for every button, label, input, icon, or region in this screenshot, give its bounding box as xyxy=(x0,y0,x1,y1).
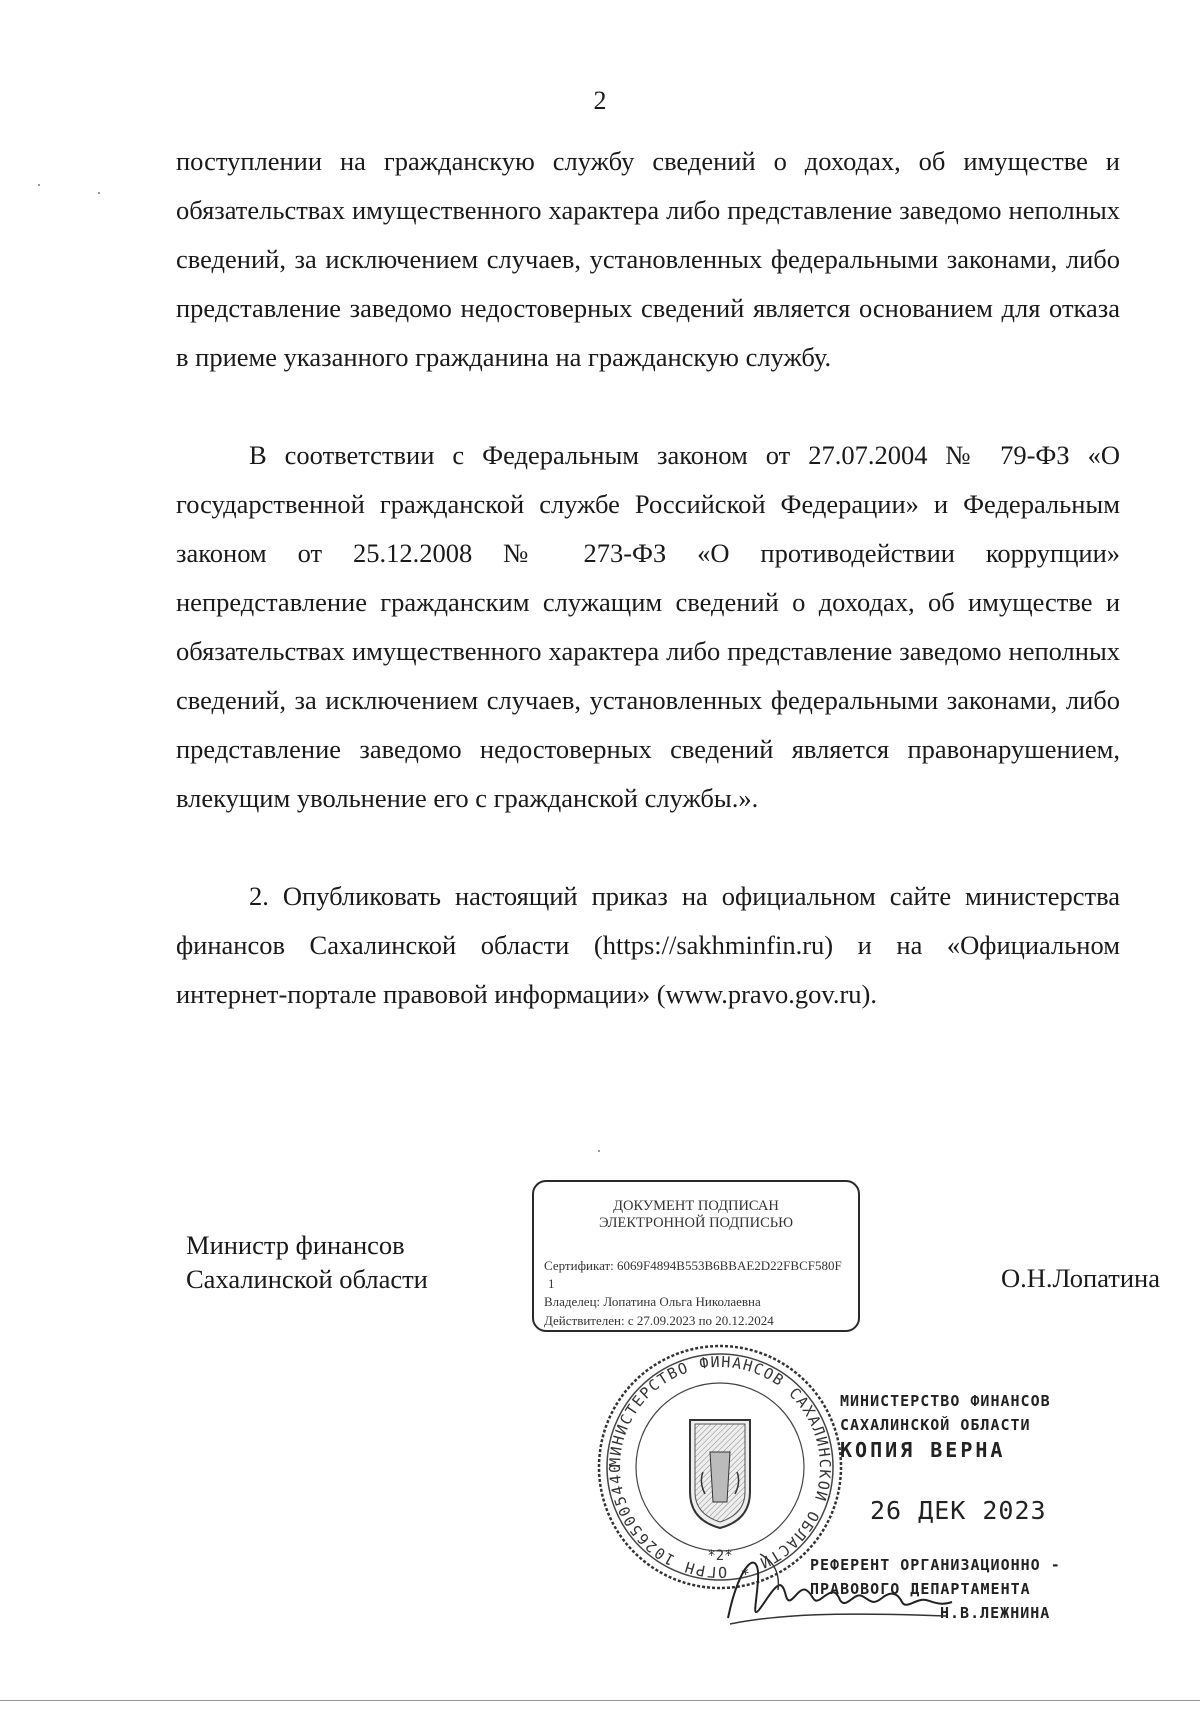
paragraph-federal-law: В соответствии с Федеральным законом от 27.07.2004 № 79-ФЗ «О государственной гражданской службе Российской Федерации» и Федеральным законом от 25.12.2008 № 273-ФЗ «О противодействии коррупции» непредставление гражданским служащим сведений о доходах, об имуществе и обязательствах имущественного характера либо представление заведомо неполных сведений, за исключением случаев, установленных федеральными законами, либо представление заведомо недостоверных сведений является правонарушением, влекущим увольнение его с гражданской службы.». xyxy=(176,440,1120,813)
signer-position-line1: Министр финансов xyxy=(186,1230,405,1260)
signer-position xyxy=(186,1228,428,1296)
copy-stamp-line7: Н.В.ЛЕЖНИНА xyxy=(940,1604,1051,1622)
signer-name: О.Н.Лопатина xyxy=(1000,1263,1160,1293)
copy-stamp-line5: РЕФЕРЕНТ ОРГАНИЗАЦИОННО - xyxy=(810,1556,1061,1574)
copy-stamp-line1: МИНИСТЕРСТВО ФИНАНСОВ xyxy=(840,1392,1051,1410)
seal-center-mark: *2* xyxy=(707,1548,733,1564)
scan-speck xyxy=(38,184,40,186)
esig-owner: Владелец: Лопатина Ольга Николаевна xyxy=(544,1294,761,1309)
bottom-rule xyxy=(0,1700,1200,1701)
scan-speck xyxy=(98,192,100,194)
esig-heading xyxy=(534,1198,858,1232)
copy-stamp-line2: САХАЛИНСКОЙ ОБЛАСТИ xyxy=(840,1416,1031,1434)
copy-stamp-line6: ПРАВОВОГО ДЕПАРТАМЕНТА xyxy=(810,1580,1031,1598)
coat-of-arms-icon xyxy=(690,1420,750,1528)
signer-position-line2: Сахалинской области xyxy=(186,1264,428,1294)
esig-certificate-cont: 1 xyxy=(548,1276,555,1291)
seal-text: МИНИСТЕРСТВО ФИНАНСОВ САХАЛИНСКОЙ ОБЛАСТИ * ОГРН 10265005440 xyxy=(605,1352,835,1582)
paragraph-continuation: поступлении на гражданскую службу сведений о доходах, об имуществе и обязательствах имущественного характера либо представление заведомо неполных сведений, за исключением случаев, установленных федеральными законами, либо представление заведомо недостоверных сведений является основанием для отказа в приеме указанного гражданина на гражданскую службу. xyxy=(176,146,1120,372)
scan-speck xyxy=(598,1150,600,1152)
esig-certificate: Сертификат: 6069F4894B553B6BBAE2D22FBCF580F xyxy=(544,1258,842,1273)
page-number: 2 xyxy=(593,86,607,115)
copy-stamp-line3: КОПИЯ ВЕРНА xyxy=(840,1438,1006,1462)
esig-valid: Действителен: с 27.09.2023 по 20.12.2024 xyxy=(544,1313,774,1328)
esig-heading-line1: ДОКУМЕНТ ПОДПИСАН xyxy=(613,1198,779,1214)
paragraph-publish-order: 2. Опубликовать настоящий приказ на официальном сайте министерства финансов Сахалинской области (https://sakhminfin.ru) и на «Официальном интернет-портале правовой информации» (www.pravo.gov.ru). xyxy=(176,881,1120,1009)
electronic-signature-box xyxy=(532,1180,860,1332)
handwritten-signature xyxy=(720,1540,960,1635)
handwritten-signature-graphic xyxy=(720,1540,960,1630)
esig-heading-line2: ЭЛЕКТРОННОЙ ПОДПИСЬЮ xyxy=(598,1215,794,1231)
copy-stamp-date: 26 ДЕК 2023 xyxy=(870,1496,1047,1525)
